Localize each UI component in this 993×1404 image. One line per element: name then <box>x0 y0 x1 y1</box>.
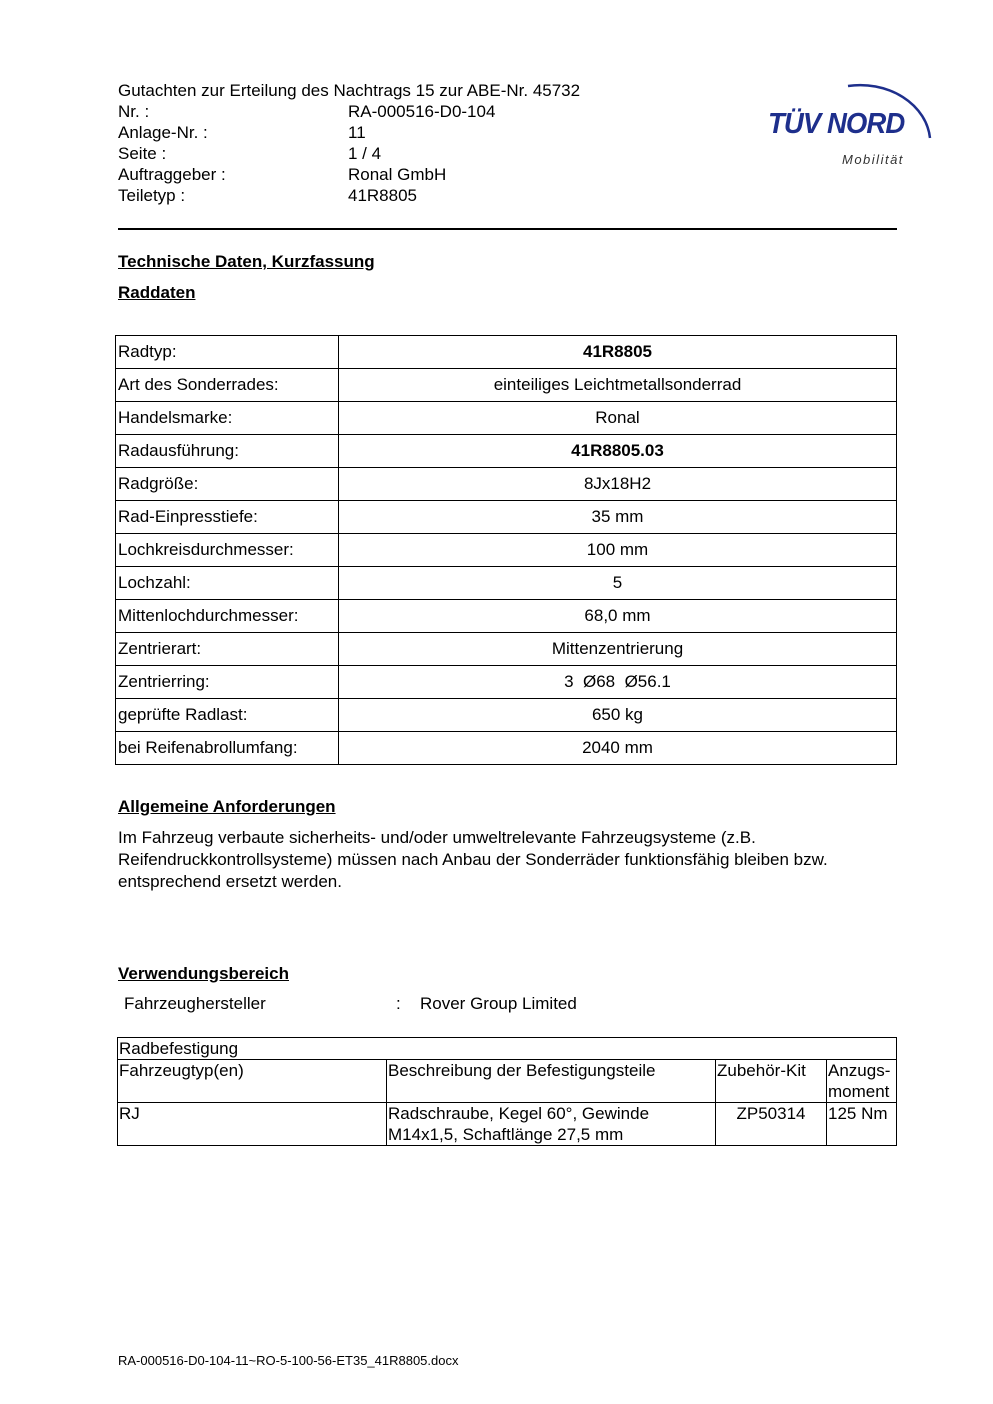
logo-text: TÜV NORD <box>768 108 905 140</box>
table-row <box>116 468 897 501</box>
section-heading-technische-daten: Technische Daten, Kurzfassung <box>118 252 375 271</box>
table-row <box>116 534 897 567</box>
table-row <box>116 567 897 600</box>
table-row <box>116 402 897 435</box>
column-header: Anzugs-moment <box>827 1060 897 1103</box>
header-value: 1 / 4 <box>348 144 382 163</box>
column-header: Beschreibung der Befestigungsteile <box>387 1060 716 1103</box>
row-label: bei Reifenabrollumfang: <box>116 732 339 765</box>
header-key: Seite : <box>118 144 167 163</box>
table-row <box>116 633 897 666</box>
row-label: Radtyp: <box>116 336 339 369</box>
row-label: Handelsmarke: <box>116 402 339 435</box>
row-value: Mittenzentrierung <box>339 633 897 666</box>
table-title-row <box>118 1038 897 1060</box>
section-heading-raddaten: Raddaten <box>118 283 196 302</box>
radbefestigung-table <box>117 1037 897 1146</box>
row-label: Lochzahl: <box>116 567 339 600</box>
header-divider <box>118 228 897 230</box>
row-label: Lochkreisdurchmesser: <box>116 534 339 567</box>
header-row-nr <box>118 101 580 122</box>
cell-anzugsmoment: 125 Nm <box>827 1103 897 1146</box>
row-label: Zentrierart: <box>116 633 339 666</box>
row-value: 35 mm <box>339 501 897 534</box>
raddaten-table <box>115 335 897 765</box>
table-row <box>116 435 897 468</box>
separator: : <box>396 994 401 1013</box>
table-row <box>116 501 897 534</box>
fahrzeughersteller-row <box>124 994 577 1014</box>
table-row <box>116 732 897 765</box>
row-value: 5 <box>339 567 897 600</box>
row-value: 68,0 mm <box>339 600 897 633</box>
table-row <box>116 699 897 732</box>
row-label: Art des Sonderrades: <box>116 369 339 402</box>
header-key: Auftraggeber : <box>118 165 226 184</box>
cell-fahrzeugtyp: RJ <box>118 1103 387 1146</box>
header-row-seite <box>118 143 580 164</box>
cell-beschreibung: Radschraube, Kegel 60°, Gewinde M14x1,5, Schaftlänge 27,5 mm <box>387 1103 716 1146</box>
row-label: Radgröße: <box>116 468 339 501</box>
table-header-row <box>118 1060 897 1103</box>
section-heading-verwendung: Verwendungsbereich <box>118 964 289 983</box>
row-value: 3 Ø68 Ø56.1 <box>339 666 897 699</box>
header-row-auftraggeber <box>118 164 580 185</box>
table-row <box>116 369 897 402</box>
header-key: Anlage-Nr. : <box>118 123 208 142</box>
header-row-teiletyp <box>118 185 580 206</box>
row-label: Zentrierring: <box>116 666 339 699</box>
column-header: Zubehör-Kit <box>716 1060 827 1103</box>
row-value: 2040 mm <box>339 732 897 765</box>
logo-subtitle: Mobilität <box>842 152 904 167</box>
row-value: 8Jx18H2 <box>339 468 897 501</box>
header-value: 41R8805 <box>348 186 418 205</box>
row-value: 100 mm <box>339 534 897 567</box>
table-row <box>118 1103 897 1146</box>
row-value: 41R8805 <box>339 336 897 369</box>
cell-zubehoer-kit: ZP50314 <box>716 1103 827 1146</box>
header-key: Nr. : <box>118 102 150 121</box>
header-value: 11 <box>348 123 366 142</box>
table-row <box>116 600 897 633</box>
column-header: Fahrzeugtyp(en) <box>118 1060 387 1103</box>
document-header <box>118 80 580 206</box>
row-label: Mittenlochdurchmesser: <box>116 600 339 633</box>
footer-filename: RA-000516-D0-104-11~RO-5-100-56-ET35_41R8805.docx <box>118 1353 459 1368</box>
table-row <box>116 666 897 699</box>
row-label: Radausführung: <box>116 435 339 468</box>
table-title: Radbefestigung <box>118 1038 897 1060</box>
allgemeine-paragraph: Im Fahrzeug verbaute sicherheits- und/oder umweltrelevante Fahrzeugsysteme (z.B. Reifendruckkontrollsysteme) müssen nach Anbau der Sonderräder funktionsfähig bleiben bzw. entsprechend ersetzt werden. <box>118 828 828 891</box>
row-value: 41R8805.03 <box>339 435 897 468</box>
fahrzeughersteller-label: Fahrzeughersteller <box>124 994 266 1013</box>
table-row <box>116 336 897 369</box>
header-key: Teiletyp : <box>118 186 186 205</box>
header-value: RA-000516-D0-104 <box>348 102 496 121</box>
row-label: geprüfte Radlast: <box>116 699 339 732</box>
row-value: Ronal <box>339 402 897 435</box>
row-label: Rad-Einpresstiefe: <box>116 501 339 534</box>
header-value: Ronal GmbH <box>348 165 447 184</box>
header-row-anlage <box>118 122 580 143</box>
row-value: 650 kg <box>339 699 897 732</box>
document-title: Gutachten zur Erteilung des Nachtrags 15 zur ABE-Nr. 45732 <box>118 81 581 100</box>
fahrzeughersteller-value: Rover Group Limited <box>420 994 577 1013</box>
row-value: einteiliges Leichtmetallsonderrad <box>339 369 897 402</box>
section-heading-allgemeine: Allgemeine Anforderungen <box>118 797 336 816</box>
tuv-nord-logo <box>760 56 945 171</box>
